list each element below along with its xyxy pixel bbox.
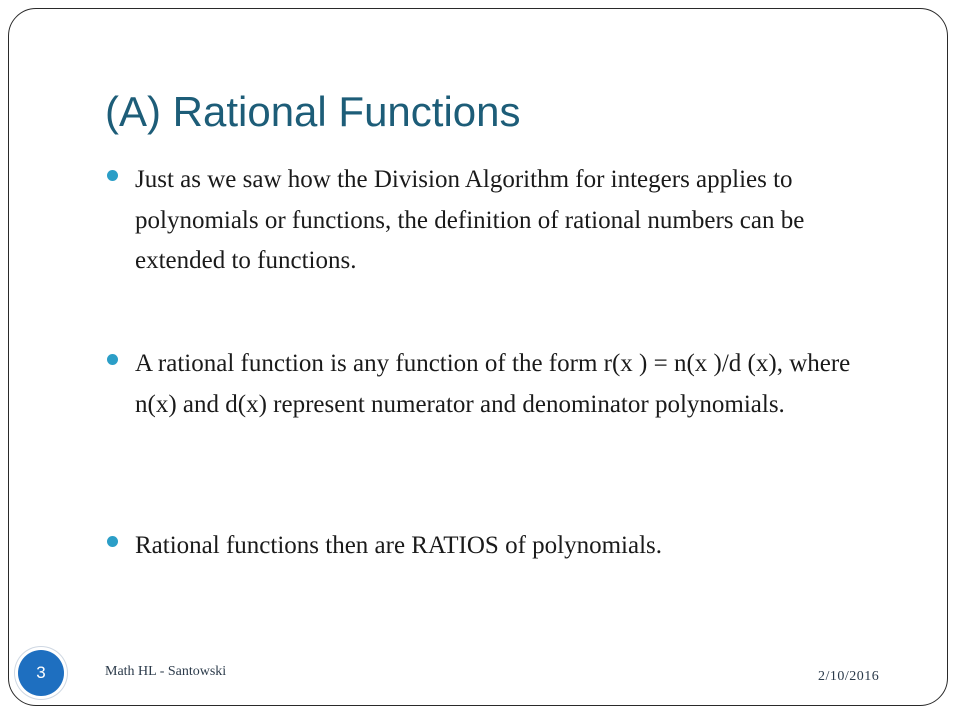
bullet-dot-icon <box>107 536 118 547</box>
bullet-text: Just as we saw how the Division Algorithm for integers applies to polynomials or functions, the definition of rational numbers can be extended to functions. <box>135 166 805 274</box>
bullet-dot-icon <box>107 170 118 181</box>
bullet-text: A rational function is any function of the form r(x ) = n(x )/d (x), where n(x) and d(x) represent numerator and denominator polynomials. <box>135 350 851 418</box>
footer-date: 2/10/2016 <box>818 669 880 684</box>
footer-course: Math HL - Santowski <box>105 664 227 679</box>
slide-title: (A) Rational Functions <box>105 88 521 135</box>
bullet-text: Rational functions then are RATIOS of polynomials. <box>135 532 663 559</box>
slide-number-badge: 3 <box>18 650 64 696</box>
bullet-dot-icon <box>107 354 118 365</box>
